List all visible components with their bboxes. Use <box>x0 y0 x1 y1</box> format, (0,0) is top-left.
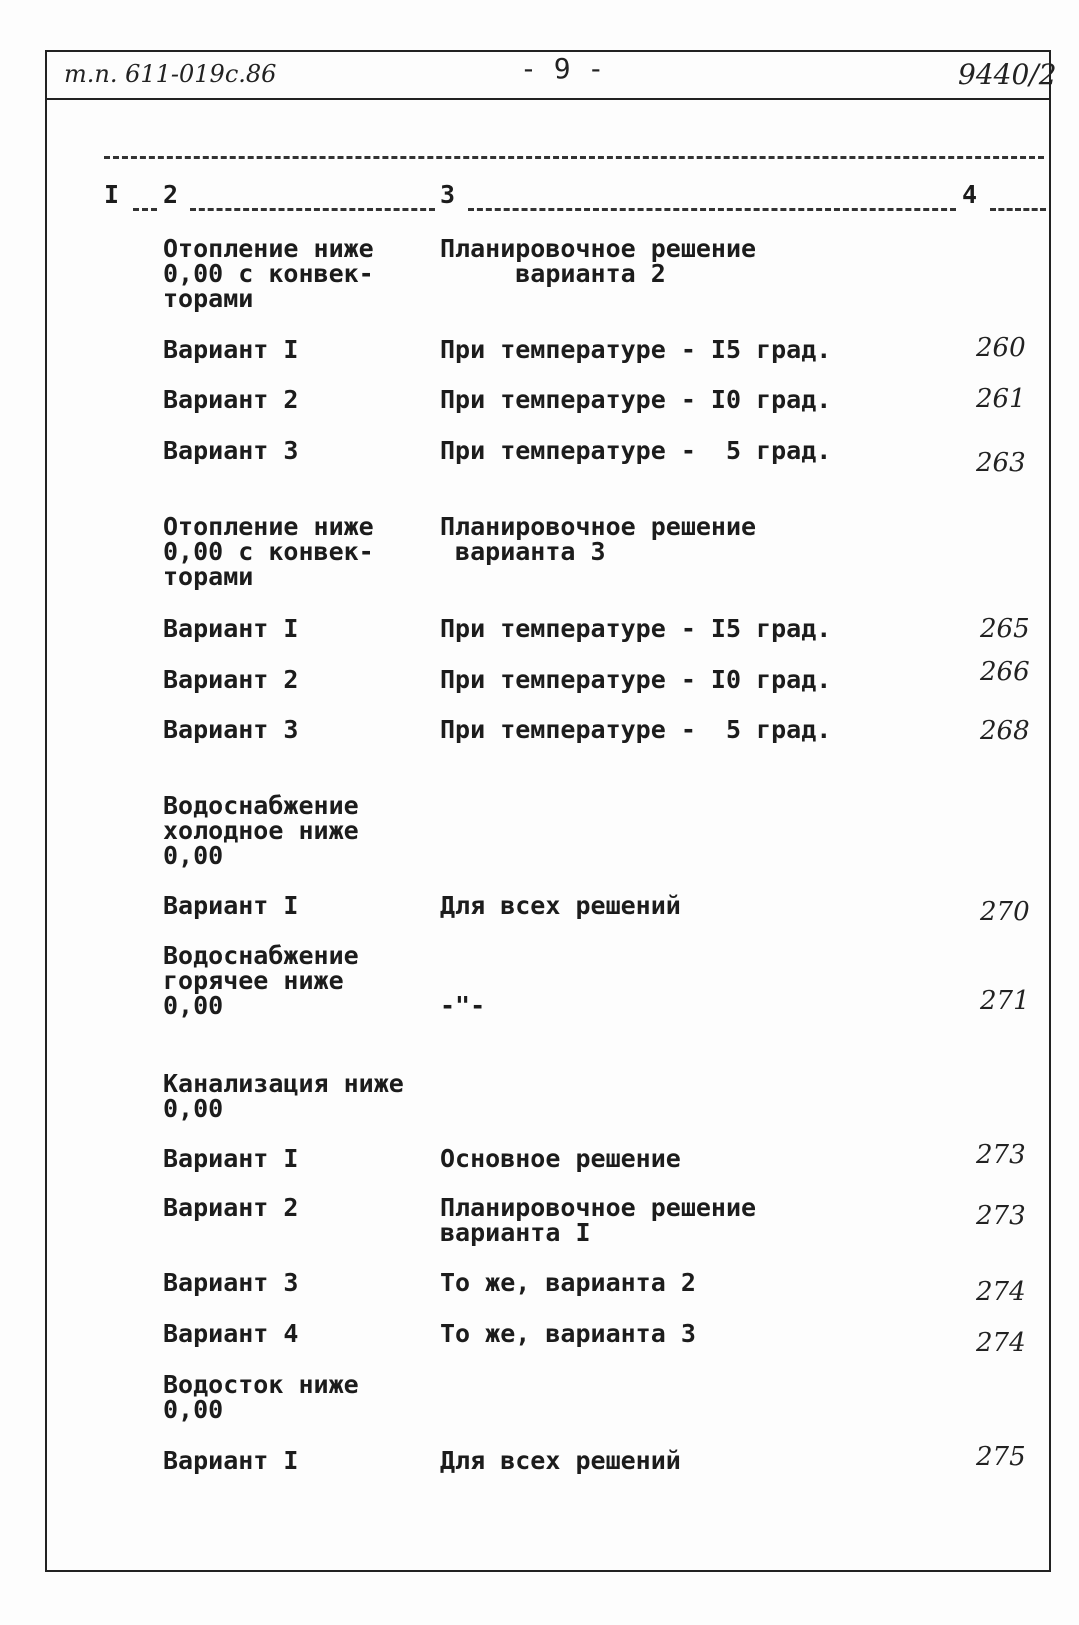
table-cell-page: 261 <box>976 384 1026 414</box>
header-dash <box>133 208 157 211</box>
table-cell-item: Отопление ниже 0,00 с конвек- торами <box>163 234 374 313</box>
header-dash <box>468 208 956 211</box>
table-cell-page: 274 <box>976 1328 1026 1358</box>
table-cell-description: То же, варианта 3 <box>440 1319 696 1348</box>
table-cell-item: Вариант 3 <box>163 436 299 465</box>
table-cell-item: Вариант 2 <box>163 385 299 414</box>
table-top-dashed-rule <box>104 156 1044 159</box>
table-cell-item: Вариант I <box>163 1144 299 1173</box>
table-cell-item: Водоснабжение холодное ниже 0,00 <box>163 791 359 870</box>
table-cell-item: Вариант 2 <box>163 1193 299 1222</box>
table-cell-item: Вариант I <box>163 1446 299 1475</box>
table-cell-description: То же, варианта 2 <box>440 1268 696 1297</box>
table-cell-description: Планировочное решение варианта 2 <box>440 234 757 288</box>
table-cell-item: Вариант I <box>163 891 299 920</box>
column-header-3: 3 <box>440 180 456 209</box>
table-cell-page: 275 <box>976 1442 1026 1472</box>
sheet-number-stamp: 9440/2 <box>958 58 1057 91</box>
table-cell-description: При температуре - I5 град. <box>440 335 832 364</box>
table-cell-item: Водоснабжение горячее ниже 0,00 <box>163 941 359 1020</box>
header-rule <box>47 98 1049 100</box>
column-header-2: 2 <box>163 180 179 209</box>
table-cell-description: При температуре - I0 град. <box>440 665 832 694</box>
table-cell-page: 271 <box>980 986 1030 1016</box>
document-code-stamp: т.п. 611-019с.86 <box>64 60 277 88</box>
column-header-1: I <box>104 180 120 209</box>
table-cell-page: 260 <box>976 333 1026 363</box>
table-cell-page: 273 <box>976 1140 1026 1170</box>
table-cell-item: Вариант 2 <box>163 665 299 694</box>
table-cell-item: Отопление ниже 0,00 с конвек- торами <box>163 512 374 591</box>
table-cell-page: 274 <box>976 1277 1026 1307</box>
table-cell-page: 270 <box>980 897 1030 927</box>
table-cell-page: 268 <box>980 716 1030 746</box>
table-cell-description: При температуре - 5 град. <box>440 715 832 744</box>
header-dash <box>990 208 1046 211</box>
header-dash <box>190 208 435 211</box>
table-cell-item: Вариант 3 <box>163 1268 299 1297</box>
table-cell-item: Канализация ниже 0,00 <box>163 1069 404 1123</box>
column-header-4: 4 <box>962 180 978 209</box>
table-cell-page: 263 <box>976 448 1026 478</box>
table-cell-item: Вариант I <box>163 335 299 364</box>
table-cell-item: Вариант 4 <box>163 1319 299 1348</box>
table-cell-description: -"- <box>440 991 486 1020</box>
table-cell-description: Основное решение <box>440 1144 681 1173</box>
table-cell-page: 266 <box>980 657 1030 687</box>
table-cell-page: 273 <box>976 1201 1026 1231</box>
table-cell-item: Вариант I <box>163 614 299 643</box>
table-cell-item: Водосток ниже 0,00 <box>163 1370 359 1424</box>
table-cell-description: Планировочное решение варианта I <box>440 1193 757 1247</box>
table-cell-description: Планировочное решение варианта 3 <box>440 512 757 566</box>
table-cell-item: Вариант 3 <box>163 715 299 744</box>
table-cell-description: При температуре - I5 град. <box>440 614 832 643</box>
table-cell-description: Для всех решений <box>440 891 681 920</box>
table-cell-page: 265 <box>980 614 1030 644</box>
table-cell-description: При температуре - I0 град. <box>440 385 832 414</box>
table-cell-description: Для всех решений <box>440 1446 681 1475</box>
table-cell-description: При температуре - 5 град. <box>440 436 832 465</box>
page-number: - 9 - <box>520 52 605 85</box>
